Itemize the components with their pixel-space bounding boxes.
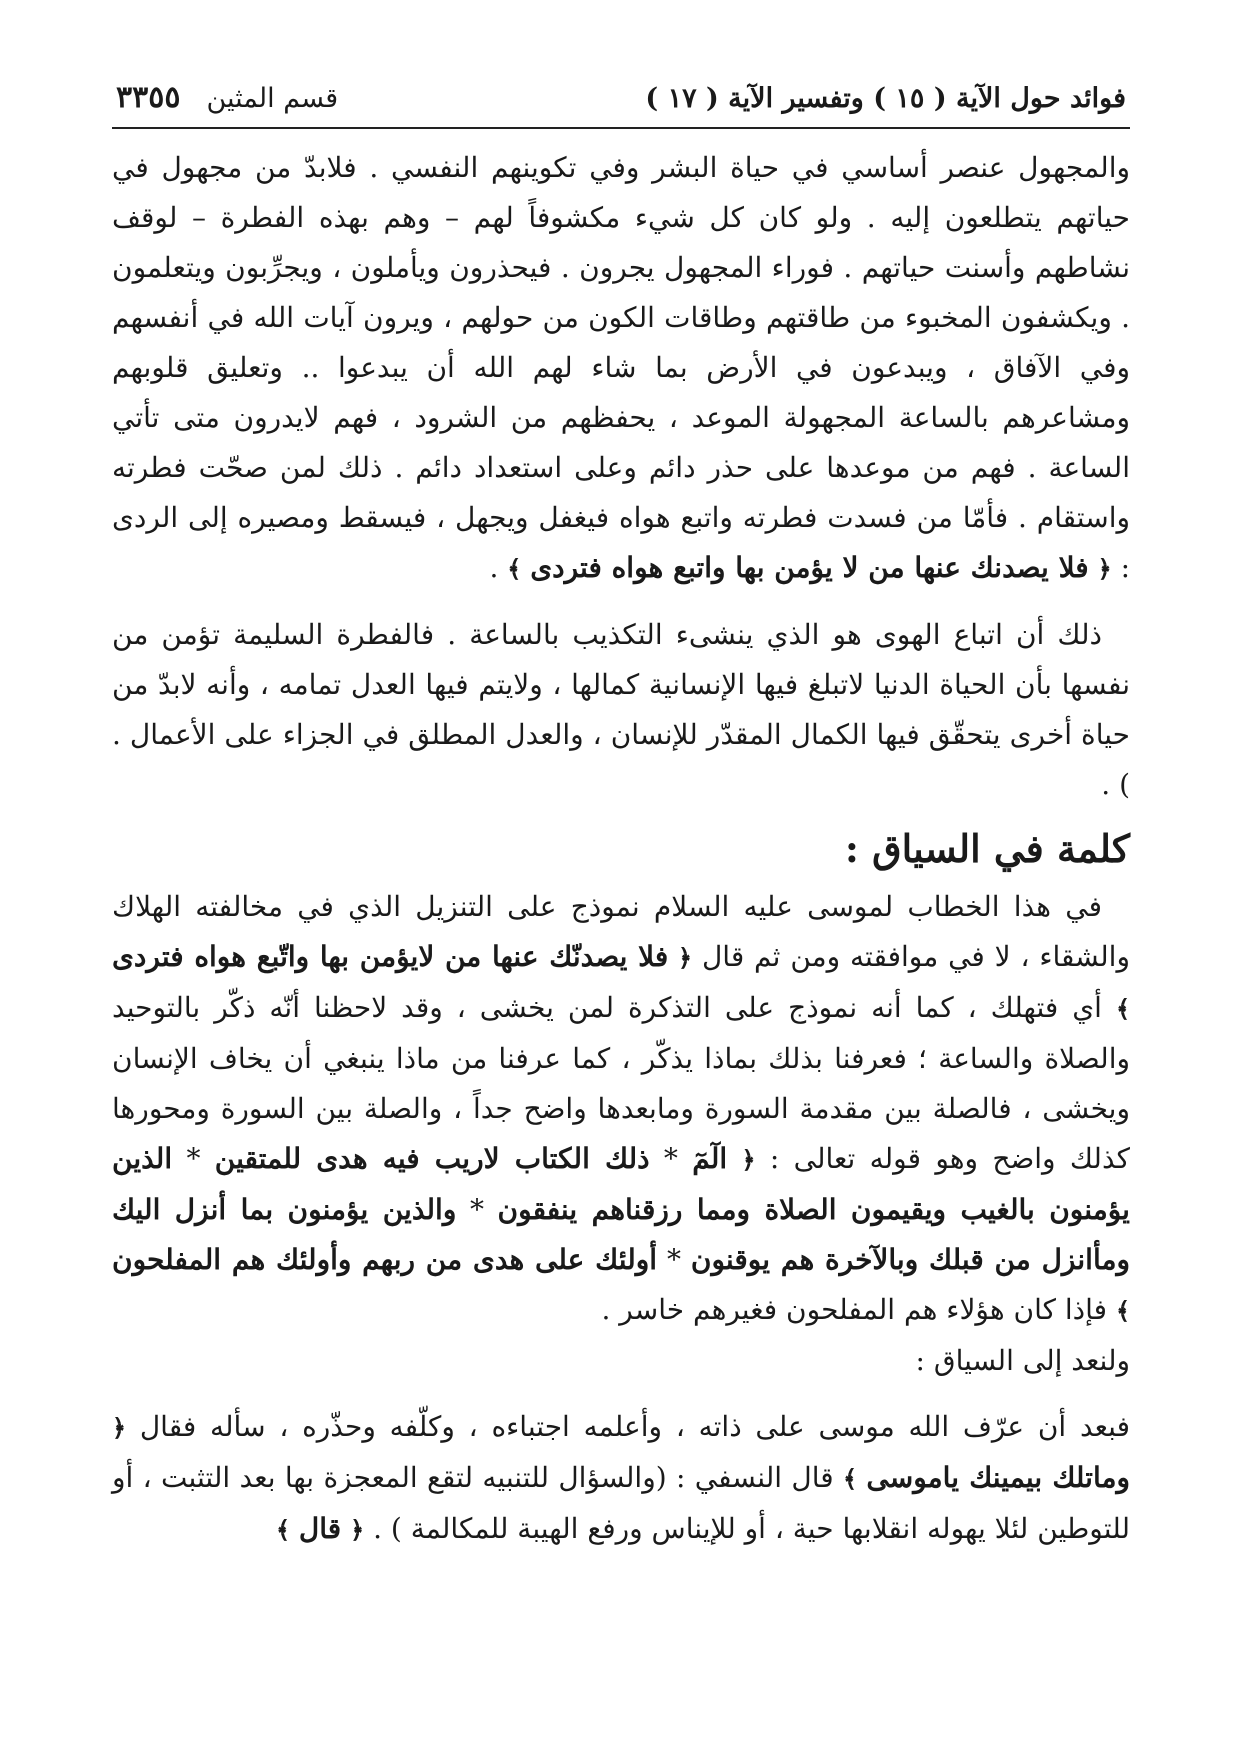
page-number: ٣٣٥٥	[116, 80, 181, 115]
header-meta	[116, 78, 338, 119]
verse-separator: *	[666, 1243, 681, 1276]
paragraph-5	[112, 1402, 1130, 1555]
paragraph-4	[112, 1336, 1130, 1386]
quran-open-bracket: ﴿	[112, 1413, 127, 1442]
quran-verse: فلا يصدنّك عنها من لايؤمن بها واتّبع هواه فتردى	[112, 940, 669, 973]
quran-close-bracket: ﴾	[275, 1515, 291, 1544]
quran-open-bracket: ﴿	[1097, 554, 1112, 583]
quran-verse: أولئك على هدى من ربهم وأولئك هم المفلحون	[112, 1243, 658, 1276]
paragraph-2	[112, 610, 1130, 810]
paragraph-2-text: ذلك أن اتباع الهوى هو الذي ينشىء التكذيب بالساعة . فالفطرة السليمة تؤمن من نفسها بأن الحياة الدنيا لاتبلغ فيها الإنسانية كمالها ، ولايتم فيها العدل تمامه ، وأنه لابدّ من حياة أخرى يتحقّق فيها الكمال المقدّر للإنسان ، والعدل المطلق في الجزاء على الأعمال . ) .	[112, 618, 1130, 801]
header-rule	[112, 127, 1130, 129]
paragraph-1	[112, 143, 1130, 594]
quran-open-bracket: ﴿	[350, 1515, 365, 1544]
quran-verse: والذين يؤمنون بما أنزل اليك ومأانزل من قبلك وبالآخرة هم يوقنون	[112, 1193, 1130, 1276]
quran-open-bracket: ﴿	[678, 943, 693, 972]
quran-verse: الذين يؤمنون بالغيب ويقيمون الصلاة ومما رزقناهم ينفقون	[112, 1142, 1130, 1226]
header-section: قسم المثين	[206, 83, 339, 114]
running-header	[112, 78, 1130, 127]
quran-verse: الٓمٓ	[692, 1142, 728, 1175]
paragraph-4-text: ولنعد إلى السياق :	[915, 1344, 1130, 1377]
verse-separator: *	[469, 1193, 484, 1226]
quran-verse: قال	[298, 1512, 342, 1545]
quran-close-bracket: ﴾	[1115, 994, 1131, 1023]
section-heading: كلمة في السياق :	[844, 826, 1130, 871]
paragraph-1-text: والمجهول عنصر أساسي في حياة البشر وفي تكوينهم النفسي . فلابدّ من مجهول في حياتهم يتطلعون إليه . ولو كان كل شيء مكشوفاً لهم – وهم بهذه الفطرة – لوقف نشاطهم وأسنت حياتهم . فوراء المجهول يجرون . فيحذرون ويأملون ، ويجرِّبون ويتعلمون . ويكشفون المخبوء من طاقتهم وطاقات الكون من حولهم ، ويرون آيات الله في أنفسهم وفي الآفاق ، ويبدعون في الأرض بما شاء لهم الله أن يبدعوا .. وتعليق قلوبهم ومشاعرهم بالساعة المجهولة الموعد ، يحفظهم من الشرود ، فهم لايدرون متى تأتي الساعة . فهم من موعدها على حذر دائم وعلى استعداد دائم . ذلك لمن صحّت فطرته واستقام . فأمّا من فسدت فطرته واتبع هواه فيغفل ويجهل ، فيسقط ومصيره إلى الردى :	[112, 151, 1130, 584]
header-title: فوائد حول الآية ( ١٥ ) وتفسير الآية ( ١٧ )	[645, 83, 1126, 114]
quran-close-bracket: ﴾	[843, 1464, 858, 1493]
paragraph-3	[112, 882, 1130, 1336]
quran-close-bracket: ﴾	[1115, 1296, 1130, 1325]
verse-separator: *	[663, 1142, 678, 1175]
paragraph-1-end: .	[489, 551, 499, 584]
paragraph-3-text-2: أي فتهلك ، كما أنه نموذج على التذكرة لمن يخشى ، وقد لاحظنا أنّه ذكّر بالتوحيد والصلاة والساعة ؛ فعرفنا بذلك بماذا يذكّر ، كما عرفنا من ماذا ينبغي أن يخاف الإنسان ويخشى ، فالصلة بين مقدمة السورة ومابعدها واضح جداً ، والصلة بين السورة ومحورها كذلك واضح وهو قوله تعالى :	[112, 991, 1130, 1175]
quran-open-bracket: ﴿	[741, 1145, 756, 1174]
paragraph-5-text-1: فبعد أن عرّف الله موسى على ذاته ، وأعلمه اجتباءه ، وكلّفه وحذّره ، سأله فقال	[139, 1410, 1130, 1443]
quran-verse: ذلك الكتاب لاريب فيه هدى للمتقين	[214, 1142, 650, 1175]
paragraph-5-text-2: قال النسفي : (والسؤال للتنبيه لتقع المعجزة بها بعد التثبت ، أو للتوطين لئلا يهوله انقلابها حية ، أو للإيناس ورفع الهيبة للمكالمة ) .	[112, 1461, 1130, 1545]
verse-separator: *	[186, 1142, 201, 1175]
paragraph-3-text-1: في هذا الخطاب لموسى عليه السلام نموذج على التنزيل الذي في مخالفته الهلاك والشقاء ، لا في موافقته ومن ثم قال	[112, 890, 1130, 973]
quran-verse: وماتلك بيمينك ياموسى	[866, 1461, 1131, 1494]
paragraph-3-text-3: فإذا كان هؤلاء هم المفلحون فغيرهم خاسر .	[601, 1293, 1108, 1326]
quran-close-bracket: ﴾	[507, 554, 522, 583]
quran-verse: فلا يصدنك عنها من لا يؤمن بها واتبع هواه فتردى	[530, 551, 1089, 584]
